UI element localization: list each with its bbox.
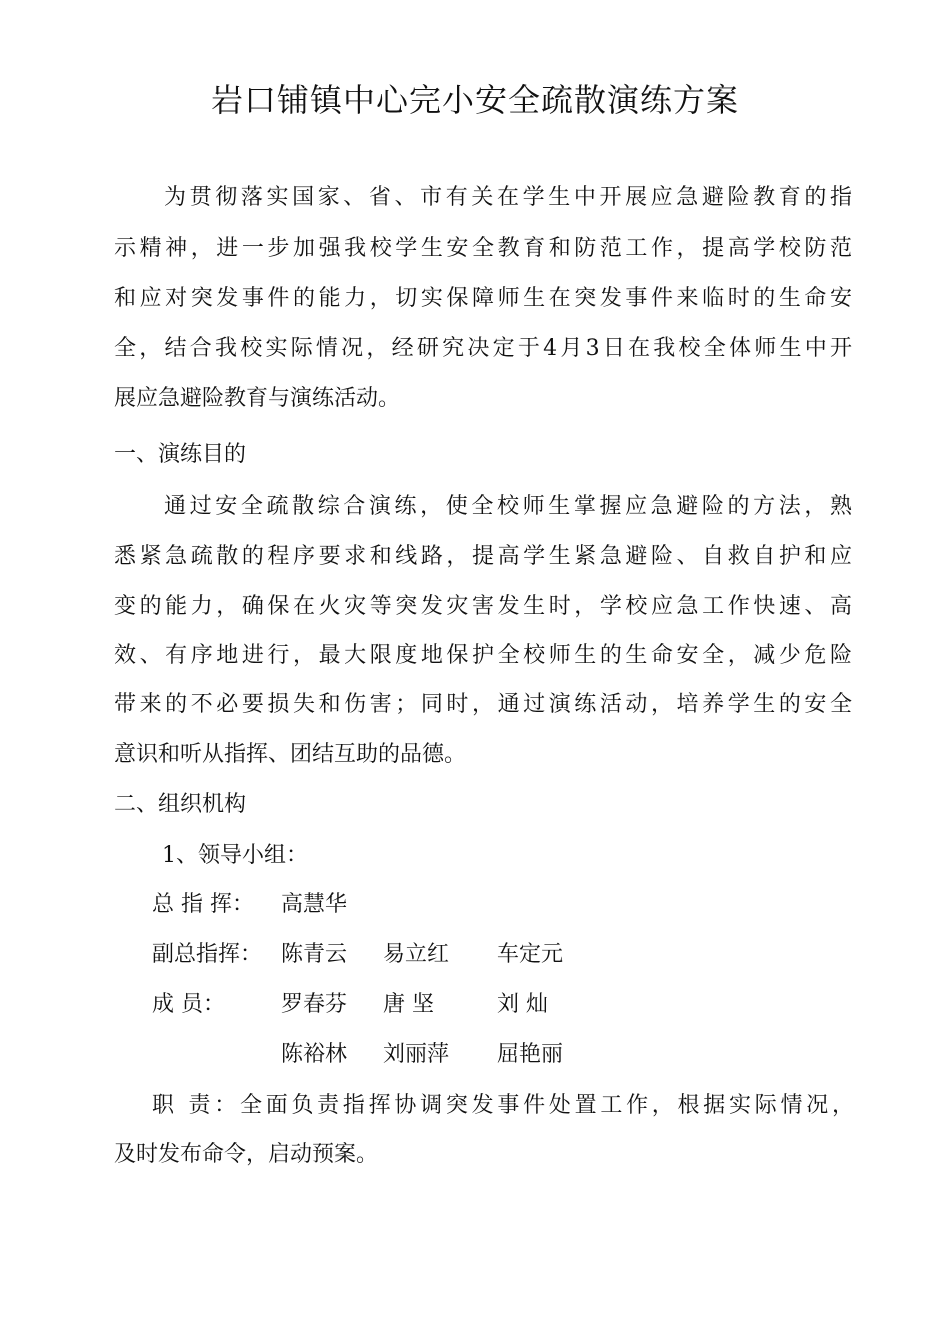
paragraph-line: 效、有序地进行，最大限度地保护全校师生的生命安全，减少危险 (114, 643, 852, 668)
person-name: 陈裕林 (281, 1042, 348, 1067)
duty-line: 职 责：全面负责指挥协调突发事件处置工作，根据实际情况， (152, 1093, 854, 1118)
intro-line: 示精神，进一步加强我校学生安全教育和防范工作，提高学校防范 (114, 236, 852, 261)
person-name: 易立红 (383, 942, 450, 967)
members-row (152, 990, 652, 1020)
person-name: 刘丽萍 (383, 1042, 450, 1067)
paragraph-line: 意识和听从指挥、团结互助的品德。 (114, 742, 467, 767)
intro-line: 全，结合我校实际情况，经研究决定于4月3日在我校全体师生中开 (114, 336, 852, 361)
intro-line: 和应对突发事件的能力，切实保障师生在突发事件来临时的生命安 (114, 286, 852, 311)
paragraph-line: 悉紧急疏散的程序要求和线路，提高学生紧急避险、自救自护和应 (114, 544, 852, 569)
role-label: 成 员： (152, 992, 225, 1017)
paragraph-line: 带来的不必要损失和伤害；同时，通过演练活动，培养学生的安全 (114, 692, 852, 717)
document-title: 岩口铺镇中心完小安全疏散演练方案 (210, 81, 739, 119)
person-name: 罗春芬 (281, 992, 348, 1017)
person-name: 车定元 (497, 942, 564, 967)
deputy-row (152, 940, 652, 970)
intro-line: 为贯彻落实国家、省、市有关在学生中开展应急避险教育的指 (164, 185, 852, 210)
person-name: 刘 灿 (497, 992, 548, 1017)
person-name: 高慧华 (281, 892, 348, 917)
section-heading: 一、演练目的 (114, 442, 247, 467)
person-name: 屈艳丽 (497, 1042, 564, 1067)
paragraph-line: 变的能力，确保在火灾等突发灾害发生时，学校应急工作快速、高 (114, 594, 852, 619)
role-label: 总 指 挥： (152, 892, 254, 917)
person-name: 陈青云 (281, 942, 348, 967)
subsection-heading: 1、领导小组： (162, 843, 308, 868)
section-heading: 二、组织机构 (114, 792, 247, 817)
members-row-continued (152, 1040, 652, 1070)
role-label: 副总指挥： (152, 942, 263, 967)
person-name: 唐 坚 (383, 992, 434, 1017)
intro-line: 展应急避险教育与演练活动。 (114, 386, 401, 411)
duty-line: 及时发布命令，启动预案。 (114, 1142, 379, 1167)
commander-row (152, 890, 652, 920)
paragraph-line: 通过安全疏散综合演练，使全校师生掌握应急避险的方法，熟 (164, 494, 852, 519)
